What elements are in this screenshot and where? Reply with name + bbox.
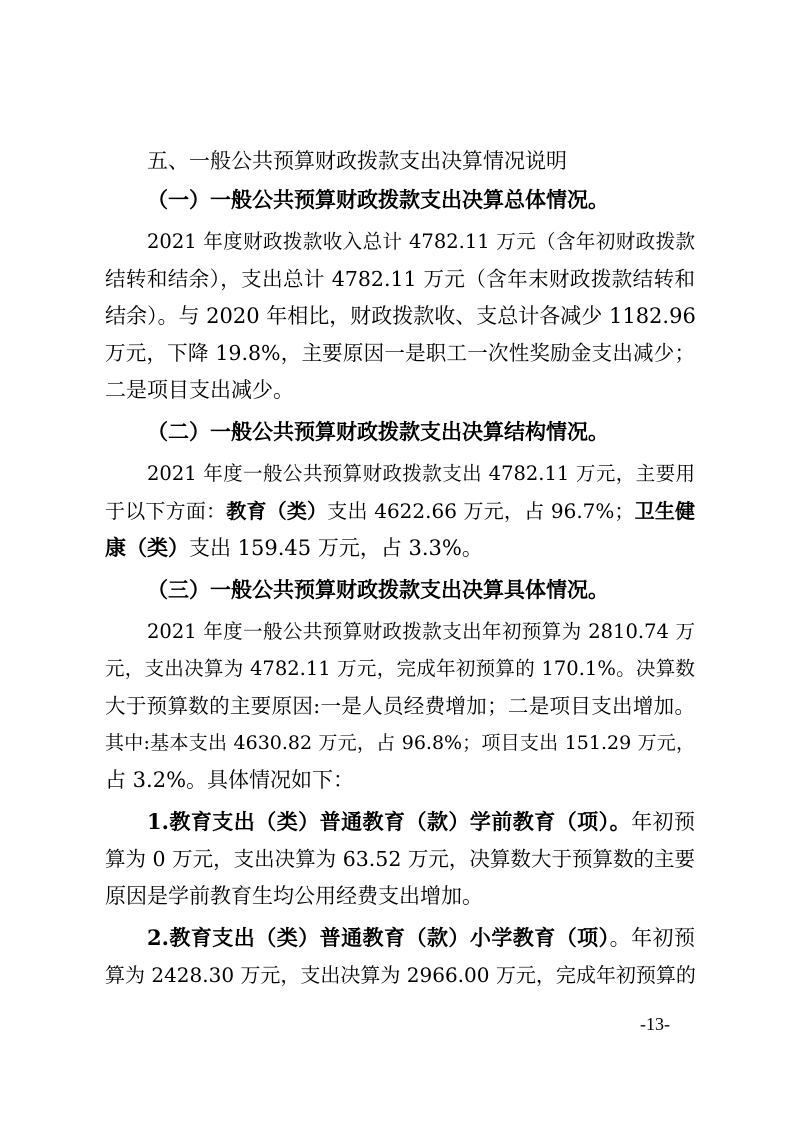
- item-1-line-2: 算为 0 万元，支出决算为 63.52 万元，决算数大于预算数的主要: [105, 847, 695, 871]
- paragraph-1-line-1: 2021 年度财政拨款收入总计 4782.11 万元（含年初财政拨款: [147, 230, 695, 253]
- item-2-heading: 2.教育支出（类）普通教育（款）小学教育（项）: [147, 925, 610, 950]
- paragraph-1-line-2: 结转和结余），支出总计 4782.11 万元（含年末财政拨款结转和: [105, 267, 695, 291]
- p2-text-mid: 支出 4622.66 万元，占 96.7%；: [327, 499, 635, 523]
- paragraph-1-line-3: 结余）。与 2020 年相比，财政拨款收、支总计各减少 1182.96: [105, 304, 696, 328]
- paragraph-3-line-5: 占 3.2%。具体情况如下：: [105, 768, 355, 792]
- paragraph-2-line-3: [105, 534, 695, 562]
- item-1-line-1: [147, 808, 695, 836]
- p2-text-rest: 支出 159.45 万元，占 3.3%。: [189, 536, 483, 560]
- p2-text-pre: 于以下方面：: [105, 499, 227, 523]
- paragraph-1-line-5: 二是项目支出减少。: [105, 378, 294, 402]
- section-title: 五、一般公共预算财政拨款支出决算情况说明: [147, 149, 567, 173]
- paragraph-3-line-4: 其中:基本支出 4630.82 万元，占 96.8%；项目支出 151.29 万元，: [105, 732, 695, 754]
- p2-bold-education: 教育（类）: [226, 499, 328, 523]
- paragraph-1-line-4: 万元，下降 19.8%，主要原因一是职工一次性奖励金支出减少；: [105, 341, 695, 365]
- paragraph-3-line-2: 元，支出决算为 4782.11 万元，完成年初预算的 170.1%。决算数: [105, 657, 695, 680]
- paragraph-3-line-3: 大于预算数的主要原因:一是人员经费增加；二是项目支出增加。: [105, 694, 695, 718]
- subsection-1-title: （一）一般公共预算财政拨款支出决算总体情况。: [147, 187, 609, 212]
- p2-bold-health-part1: 卫生健: [634, 499, 696, 523]
- item-1-heading: 1.教育支出（类）普通教育（款）学前教育（项）。: [147, 809, 632, 834]
- paragraph-2-line-2: [105, 497, 695, 525]
- item-2-line-1: [147, 924, 695, 952]
- paragraph-2-line-1: 2021 年度一般公共预算财政拨款支出 4782.11 万元，主要用: [147, 462, 695, 485]
- item-2-heading-rest: 。年初预: [609, 926, 696, 950]
- item-1-heading-rest: 年初预: [631, 810, 696, 834]
- item-1-line-3: 原因是学前教育生均公用经费支出增加。: [105, 884, 483, 908]
- page-number: -13-: [640, 1014, 670, 1034]
- item-2-line-2: 算为 2428.30 万元，支出决算为 2966.00 万元，完成年初预算的: [105, 963, 696, 987]
- subsection-2-title: （二）一般公共预算财政拨款支出决算结构情况。: [147, 419, 609, 444]
- subsection-3-title: （三）一般公共预算财政拨款支出决算具体情况。: [147, 577, 609, 602]
- paragraph-3-line-1: 2021 年度一般公共预算财政拨款支出年初预算为 2810.74 万: [147, 620, 695, 643]
- p2-bold-health-part2: 康（类）: [105, 535, 189, 560]
